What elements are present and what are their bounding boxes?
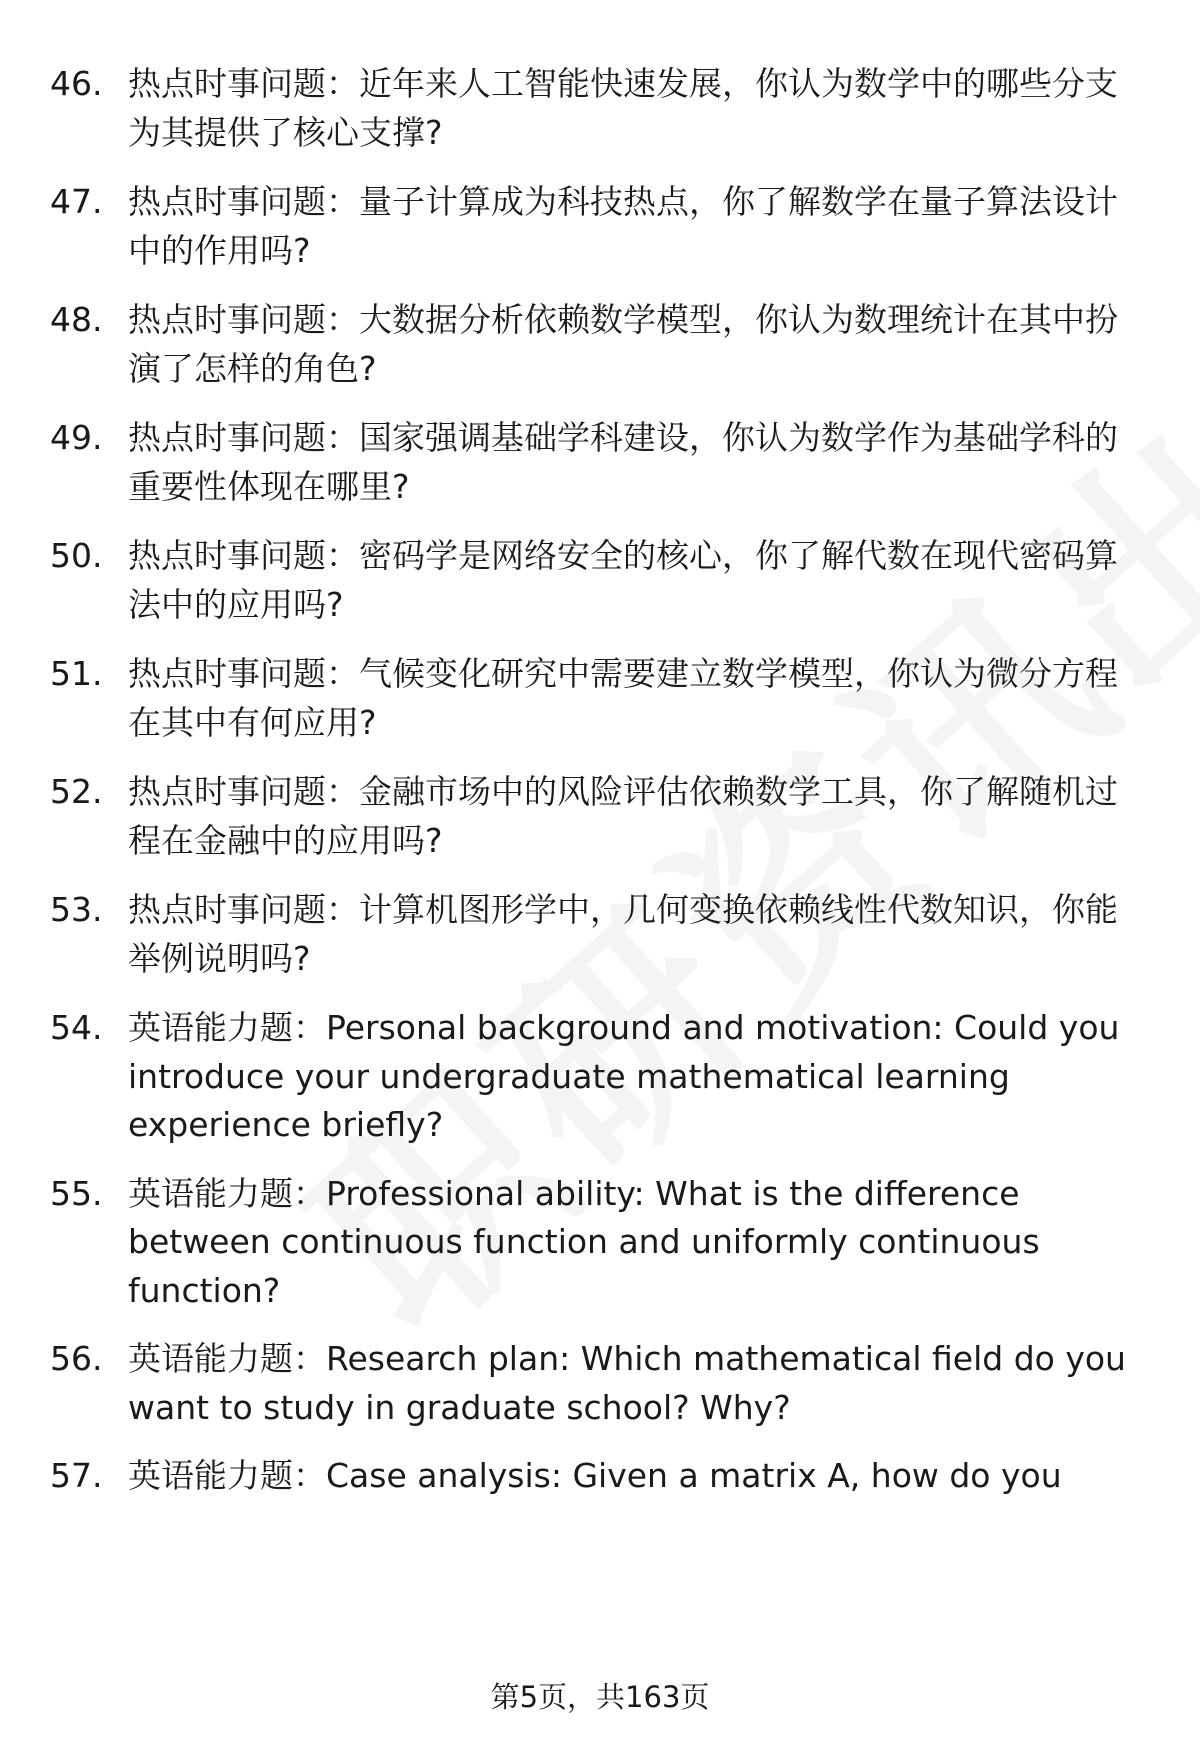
question-number: 54. bbox=[50, 1008, 103, 1047]
question-item bbox=[50, 886, 1140, 983]
question-item bbox=[50, 1004, 1140, 1150]
question-item bbox=[50, 650, 1140, 747]
question-text: 英语能力题：Personal background and motivation: Could you introduce your undergraduate mathematical learning experience briefly? bbox=[128, 1008, 1120, 1144]
question-item bbox=[50, 768, 1140, 865]
question-list bbox=[50, 60, 1140, 1501]
question-text: 热点时事问题：计算机图形学中，几何变换依赖线性代数知识，你能举例说明吗? bbox=[128, 890, 1118, 978]
question-text: 热点时事问题：近年来人工智能快速发展，你认为数学中的哪些分支为其提供了核心支撑? bbox=[128, 64, 1118, 152]
question-number: 56. bbox=[50, 1339, 103, 1378]
question-text: 热点时事问题：气候变化研究中需要建立数学模型，你认为微分方程在其中有何应用? bbox=[128, 654, 1118, 742]
question-number: 47. bbox=[50, 182, 103, 221]
question-item bbox=[50, 178, 1140, 275]
question-number: 48. bbox=[50, 300, 103, 339]
question-number: 55. bbox=[50, 1173, 103, 1213]
question-item bbox=[50, 414, 1140, 511]
question-item bbox=[50, 1170, 1140, 1316]
question-text: 热点时事问题：密码学是网络安全的核心，你了解代数在现代密码算法中的应用吗? bbox=[128, 536, 1118, 624]
question-number: 52. bbox=[50, 772, 103, 811]
question-number: 51. bbox=[50, 654, 103, 693]
question-text: 英语能力题：Professional ability: What is the difference between continuous function and uniformly continuous function? bbox=[128, 1173, 1040, 1310]
question-item bbox=[50, 296, 1140, 393]
question-number: 57. bbox=[50, 1456, 103, 1495]
question-text: 英语能力题：Case analysis: Given a matrix A, how do you bbox=[128, 1456, 1062, 1495]
page-number-footer: 第5页，共163页 bbox=[490, 1680, 710, 1714]
question-text: 英语能力题：Research plan: Which mathematical field do you want to study in graduate school? Why? bbox=[128, 1339, 1126, 1427]
question-text: 热点时事问题：金融市场中的风险评估依赖数学工具，你了解随机过程在金融中的应用吗? bbox=[128, 772, 1118, 860]
question-number: 49. bbox=[50, 418, 103, 457]
question-item bbox=[50, 60, 1140, 157]
question-number: 53. bbox=[50, 890, 103, 929]
question-item bbox=[50, 532, 1140, 629]
question-item bbox=[50, 1335, 1140, 1432]
question-number: 46. bbox=[50, 64, 103, 103]
question-text: 热点时事问题：量子计算成为科技热点，你了解数学在量子算法设计中的作用吗? bbox=[128, 182, 1118, 270]
question-text: 热点时事问题：国家强调基础学科建设，你认为数学作为基础学科的重要性体现在哪里? bbox=[128, 418, 1118, 506]
question-number: 50. bbox=[50, 536, 103, 575]
question-item bbox=[50, 1452, 1140, 1501]
question-text: 热点时事问题：大数据分析依赖数学模型，你认为数理统计在其中扮演了怎样的角色? bbox=[128, 300, 1118, 388]
